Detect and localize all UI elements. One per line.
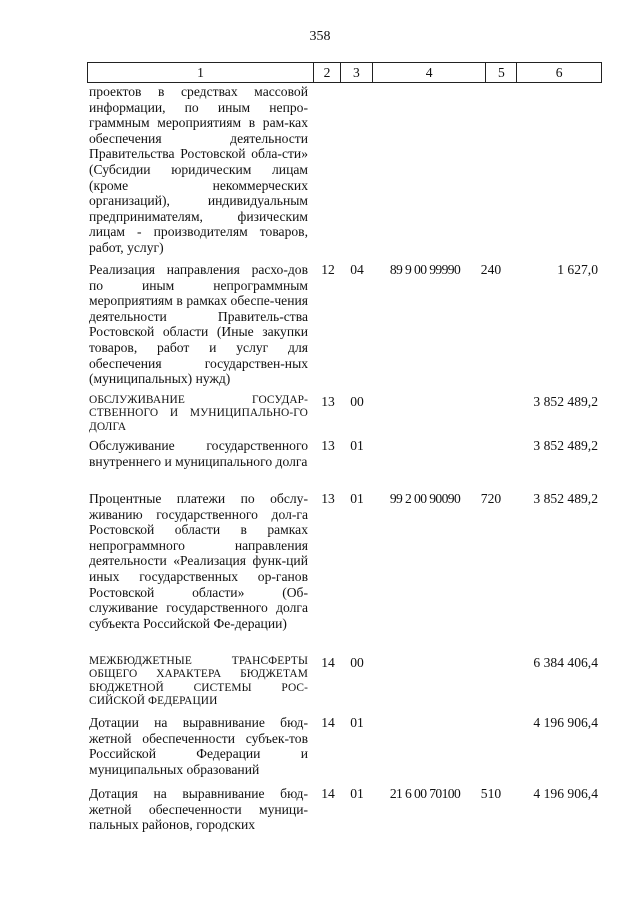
- expense-type-code: 720: [480, 491, 502, 506]
- amount: 1 627,0: [557, 262, 598, 277]
- subsection-code: 00: [350, 394, 364, 409]
- amount: 3 852 489,2: [533, 394, 598, 409]
- amount: 6 384 406,4: [533, 655, 598, 670]
- subsection-code: 00: [350, 655, 364, 670]
- section-code: 14: [321, 715, 335, 730]
- section-code: 13: [321, 438, 335, 453]
- column-6-header: 6: [555, 65, 563, 80]
- column-1-header: 1: [88, 63, 314, 82]
- section-code: 13: [321, 394, 335, 409]
- subsection-code: 04: [350, 262, 364, 277]
- table-column-header: [87, 62, 602, 83]
- row-description: Реализация направления расхо-дов по иным непрограммным мероприятиям в рамках обеспе-чения деятельности Правитель-ства Ростовской области (Иные закупки товаров, работ и услуг для обеспечения государствен-ных (муниципальных) нужд): [89, 262, 308, 387]
- target-article-code: 89 9 00 99990: [389, 262, 461, 277]
- column-2-header: 2: [314, 63, 341, 82]
- subsection-code: 01: [350, 491, 364, 506]
- expense-type-code: 510: [480, 786, 502, 801]
- row-description: Дотация на выравнивание бюд-жетной обеспеченности муници-пальных районов, городских: [89, 786, 308, 833]
- row-description: МЕЖБЮДЖЕТНЫЕ ТРАНСФЕРТЫ ОБЩЕГО ХАРАКТЕРА БЮДЖЕТАМ БЮДЖЕТНОЙ СИСТЕМЫ РОС-СИЙСКОЙ ФЕДЕРАЦИИ: [89, 655, 308, 708]
- amount: 4 196 906,4: [533, 715, 598, 730]
- column-4-header: 4: [373, 63, 487, 82]
- subsection-code: 01: [350, 715, 364, 730]
- amount: 4 196 906,4: [533, 786, 598, 801]
- column-3-header: 3: [341, 63, 373, 82]
- section-code: 13: [321, 491, 335, 506]
- subsection-code: 01: [350, 438, 364, 453]
- subsection-code: 01: [350, 786, 364, 801]
- row-description: проектов в средствах массовой информации, по иным непро-граммным мероприятиям в рам-ках обеспечения деятельности Правительства Ростовской обла-сти» (Субсидии юридическим лицам (кроме некоммерческих организаций), индивидуальным предпринимателям, физическим лицам - производителям товаров, работ, услуг): [89, 84, 308, 255]
- row-description: ОБСЛУЖИВАНИЕ ГОСУДАР-СТВЕННОГО И МУНИЦИПАЛЬНО-ГО ДОЛГА: [89, 394, 308, 433]
- expense-type-code: 240: [480, 262, 502, 277]
- amount: 3 852 489,2: [533, 491, 598, 506]
- column-5-header: 5: [486, 63, 517, 82]
- section-code: 14: [321, 655, 335, 670]
- section-code: 14: [321, 786, 335, 801]
- amount: 3 852 489,2: [533, 438, 598, 453]
- section-code: 12: [321, 262, 335, 277]
- target-article-code: 99 2 00 90090: [389, 491, 461, 506]
- row-description: Процентные платежи по обслу-живанию государственного дол-га Ростовской области в рамках непрограммного направления деятельности «Реализация функ-ций иных государственных ор-ганов Ростовской области» (Об-служивание государственного долга субъекта Российской Фе-дерации): [89, 491, 308, 631]
- target-article-code: 21 6 00 70100: [389, 786, 461, 801]
- row-description: Обслуживание государственного внутреннего и муниципального долга: [89, 438, 308, 469]
- row-description: Дотации на выравнивание бюд-жетной обеспеченности субъек-тов Российской Федерации и муниципальных образований: [89, 715, 308, 777]
- page-number: 358: [309, 29, 331, 44]
